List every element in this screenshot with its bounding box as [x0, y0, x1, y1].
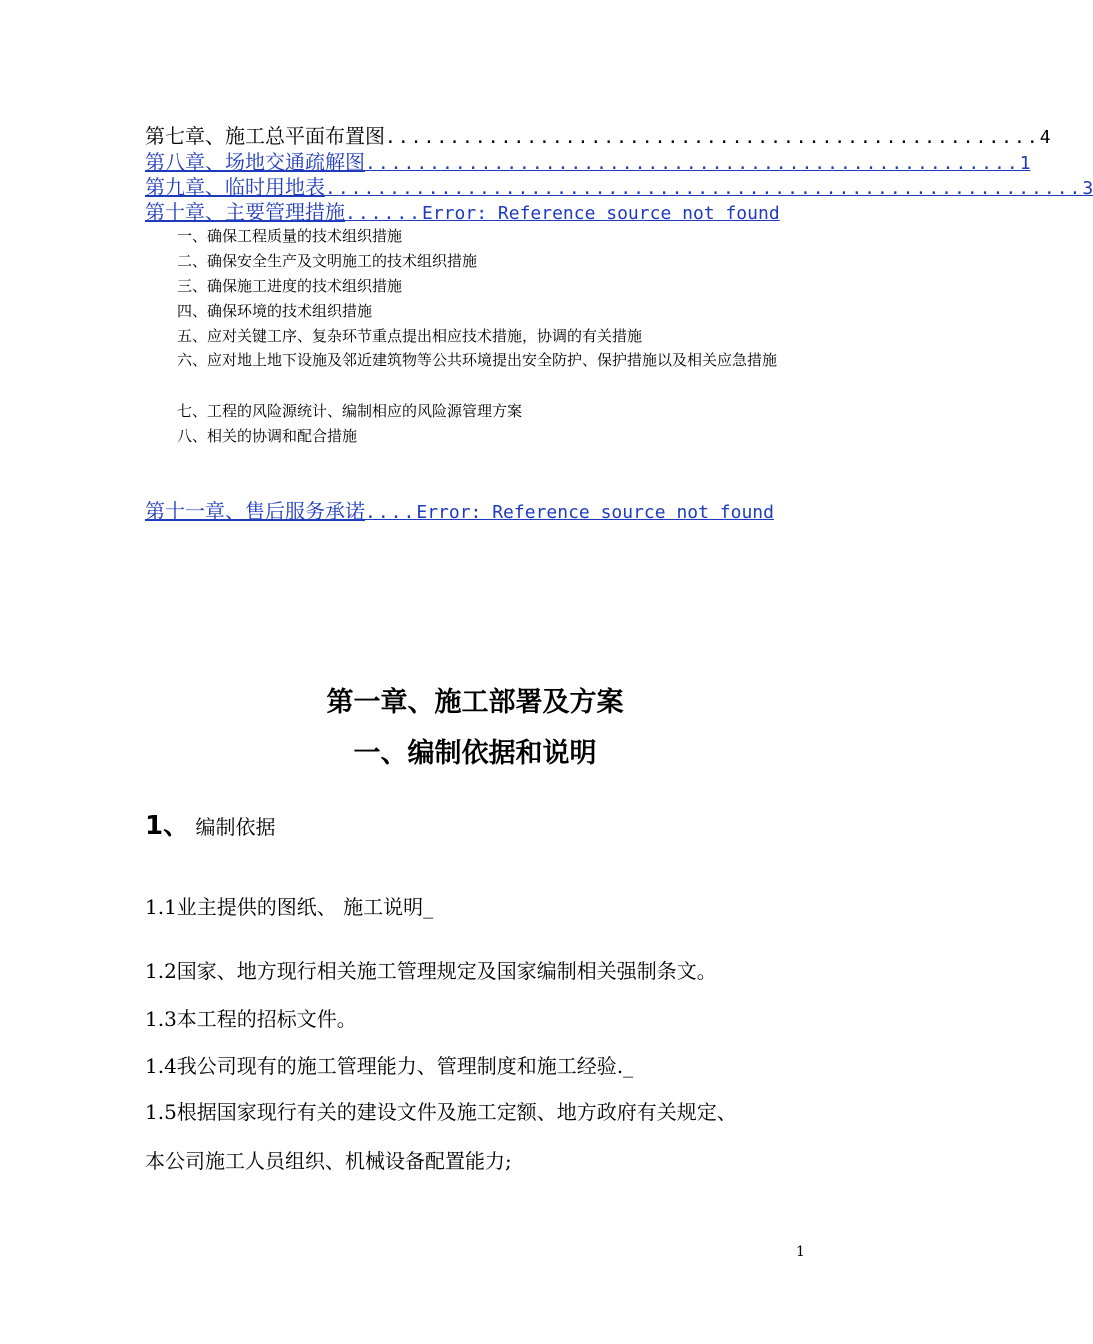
- paragraph: 1.3本工程的招标文件。: [145, 1007, 357, 1031]
- section-title: 一、编制依据和说明: [353, 738, 597, 769]
- toc-label: 第十章、主要管理措施: [145, 200, 345, 224]
- toc-entry-ch11[interactable]: [145, 499, 807, 523]
- toc-label: 第十一章、售后服务承诺: [145, 499, 365, 523]
- toc-sub-item[interactable]: 五、应对关键工序、复杂环节重点提出相应技术措施，协调的有关措施: [177, 327, 643, 345]
- paragraph: 本公司施工人员组织、机械设备配置能力;: [145, 1149, 512, 1173]
- toc-page: 1: [1019, 153, 1031, 174]
- toc-leader: ...................................................: [365, 153, 1020, 174]
- toc-reference-error: Error: Reference source not found: [422, 203, 780, 224]
- toc-entry-ch10[interactable]: [145, 200, 807, 224]
- toc-sub-item[interactable]: 七、工程的风险源统计、编制相应的风险源管理方案: [177, 402, 523, 420]
- toc-leader: ......: [345, 203, 423, 224]
- toc-leader: ...........................................................: [325, 178, 1083, 199]
- toc-page: 4: [1039, 127, 1051, 148]
- toc-entry-ch8[interactable]: [145, 150, 1031, 174]
- paragraph: 1.1业主提供的图纸、 施工说明_: [145, 895, 434, 919]
- toc-entry-ch7[interactable]: [145, 124, 1051, 148]
- toc-reference-error: Error: Reference source not found: [416, 502, 774, 523]
- page-number: 1: [796, 1244, 805, 1260]
- toc-label: 第八章、场地交通疏解图: [145, 150, 365, 174]
- subsection-text: 编制依据: [195, 815, 276, 839]
- toc-sub-item[interactable]: 二、确保安全生产及文明施工的技术组织措施: [177, 252, 478, 270]
- toc-sub-item[interactable]: 八、相关的协调和配合措施: [177, 427, 358, 445]
- toc-label: 第七章、施工总平面布置图: [145, 124, 385, 148]
- chapter-title: 第一章、施工部署及方案: [326, 687, 624, 718]
- subsection-heading: [145, 811, 275, 842]
- toc-sub-item[interactable]: 四、确保环境的技术组织措施: [177, 302, 373, 320]
- toc-page: 3: [1082, 178, 1093, 199]
- toc-sub-item[interactable]: 一、确保工程质量的技术组织措施: [177, 227, 403, 245]
- toc-leader: ....: [365, 502, 417, 523]
- toc-entry-ch9[interactable]: [145, 175, 1093, 199]
- toc-sub-item[interactable]: 三、确保施工进度的技术组织措施: [177, 277, 403, 295]
- paragraph: 1.2国家、地方现行相关施工管理规定及国家编制相关强制条文。: [145, 959, 717, 983]
- toc-label: 第九章、临时用地表: [145, 175, 325, 199]
- paragraph: 1.4我公司现有的施工管理能力、管理制度和施工经验._: [145, 1054, 634, 1078]
- paragraph: 1.5根据国家现行有关的建设文件及施工定额、地方政府有关规定、: [145, 1100, 737, 1124]
- toc-sub-item[interactable]: 六、应对地上地下设施及邻近建筑物等公共环境提出安全防护、保护措施以及相关应急措施: [177, 351, 778, 369]
- subsection-number: 1、: [145, 811, 190, 841]
- toc-leader: ...................................................: [385, 127, 1040, 148]
